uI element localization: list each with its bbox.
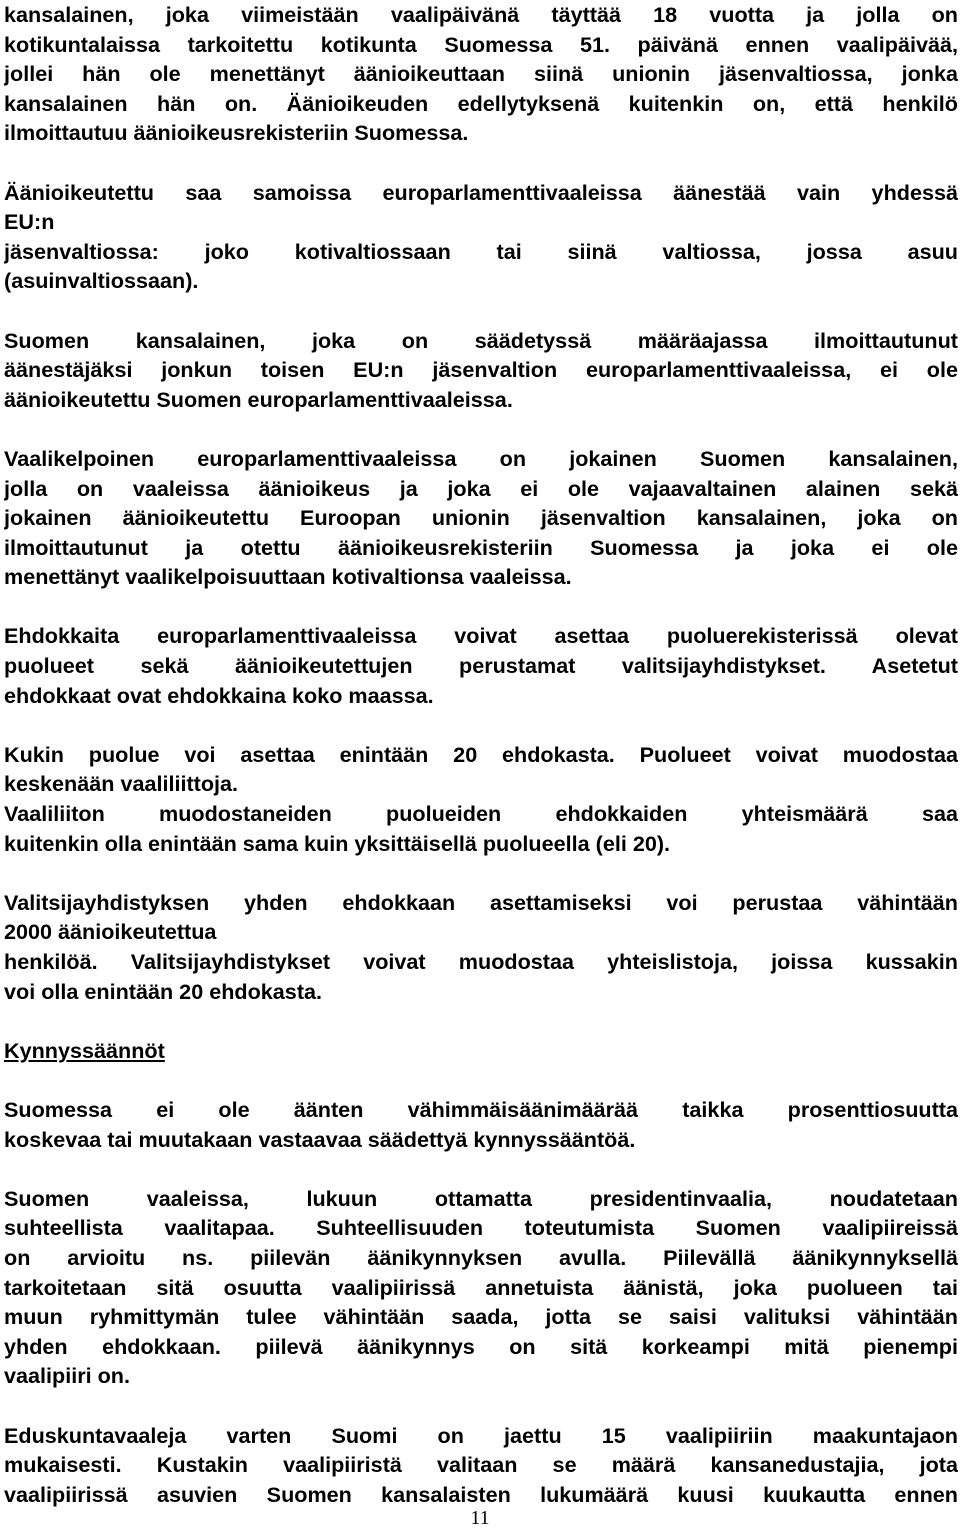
paragraph-line: Valitsijayhdistyksen yhden ehdokkaan asettamiseksi voi perustaa vähintään [4,889,958,915]
paragraph-line: menettänyt vaalikelpoisuuttaan kotivaltionsa vaaleissa. [4,564,572,590]
paragraph-line: vaalipiiri on. [4,1363,130,1389]
paragraph [4,0,958,148]
paragraph-line: muun ryhmittymän tulee vähintään saada, jotta se saisi valituksi vähintään [4,1304,958,1330]
paragraph-line: ehdokkaat ovat ehdokkaina koko maassa. [4,682,434,708]
paragraph-line: (asuinvaltiossaan). [4,268,199,294]
paragraph-spacer [4,1391,958,1421]
heading-text: Kynnyssäännöt [4,1037,165,1063]
paragraph-line: puolueet sekä äänioikeutettujen perustamat valitsijayhdistykset. Asetetut [4,653,958,679]
paragraph-line: äänestäjäksi jonkun toisen EU:n jäsenvaltion europarlamenttivaaleissa, ei ole [4,357,958,383]
paragraph-line: Suomen kansalainen, joka on säädetyssä määräajassa ilmoittautunut [4,327,958,353]
paragraph [4,178,958,296]
paragraph-line: EU:n [4,209,55,235]
paragraph-spacer [4,296,958,326]
paragraph-line: Kukin puolue voi asettaa enintään 20 ehdokasta. Puolueet voivat muodostaa [4,741,958,767]
paragraph-line: jäsenvaltiossa: joko kotivaltiossaan tai siinä valtiossa, jossa asuu [4,238,958,264]
paragraph-line: Eduskuntavaaleja varten Suomi on jaettu 15 vaalipiiriin maakuntajaon [4,1422,958,1448]
paragraph-line: ilmoittautunut ja otettu äänioikeusrekisteriin Suomessa ja joka ei ole [4,534,958,560]
paragraph-line: ilmoittautuu äänioikeusrekisteriin Suomessa. [4,120,469,146]
paragraph-line: on arvioitu ns. piilevän äänikynnyksen avulla. Piilevällä äänikynnyksellä [4,1244,958,1270]
paragraph-spacer [4,710,958,740]
document-page [4,0,958,1509]
paragraph-spacer [4,592,958,622]
paragraph [4,1095,958,1154]
paragraph-line: vaalipiirissä asuvien Suomen kansalaisten lukumäärä kuusi kuukautta ennen [4,1481,958,1507]
paragraph-line: keskenään vaaliliittoja. [4,771,239,797]
paragraph-line: äänioikeutettu Suomen europarlamenttivaaleissa. [4,386,513,412]
paragraph-line: kansalainen hän on. Äänioikeuden edellytyksenä kuitenkin on, että henkilö [4,90,958,116]
paragraph [4,326,958,415]
paragraph [4,1421,958,1510]
paragraph-line: 2000 äänioikeutettua [4,919,217,945]
paragraph-spacer [4,414,958,444]
paragraph-line: Suomen vaaleissa, lukuun ottamatta presidentinvaalia, noudatetaan [4,1185,958,1211]
paragraph [4,888,958,1006]
paragraph-spacer [4,148,958,178]
paragraph-line: tarkoitetaan sitä osuutta vaalipiirissä annetuista äänistä, joka puolueen tai [4,1274,958,1300]
page-number: 11 [470,1507,490,1529]
paragraph-line: yhden ehdokkaan. piilevä äänikynnys on sitä korkeampi mitä pienempi [4,1333,958,1359]
paragraph-spacer [4,1065,958,1095]
section-heading [4,1036,958,1066]
paragraph-spacer [4,1154,958,1184]
paragraph-line: suhteellista vaalitapaa. Suhteellisuuden toteutumista Suomen vaalipiireissä [4,1215,958,1241]
paragraph-line: jokainen äänioikeutettu Euroopan unionin jäsenvaltion kansalainen, joka on [4,505,958,531]
paragraph-line: Vaalikelpoinen europarlamenttivaaleissa on jokainen Suomen kansalainen, [4,445,958,471]
paragraph-spacer [4,858,958,888]
paragraph-line: Ehdokkaita europarlamenttivaaleissa voivat asettaa puoluerekisterissä olevat [4,623,958,649]
paragraph [4,1184,958,1391]
paragraph-line: jollei hän ole menettänyt äänioikeuttaan siinä unionin jäsenvaltiossa, jonka [4,61,958,87]
paragraph [4,621,958,710]
paragraph-line: Vaaliliiton muodostaneiden puolueiden ehdokkaiden yhteismäärä saa [4,801,958,827]
paragraph [4,444,958,592]
paragraph-line: Äänioikeutettu saa samoissa europarlamenttivaaleissa äänestää vain yhdessä [4,179,958,205]
paragraph-line: henkilöä. Valitsijayhdistykset voivat muodostaa yhteislistoja, joissa kussakin [4,949,958,974]
paragraph-line: koskevaa tai muutakaan vastaavaa säädettyä kynnyssääntöä. [4,1126,636,1152]
paragraph [4,740,958,858]
paragraph-line: kotikuntalaissa tarkoitettu kotikunta Suomessa 51. päivänä ennen vaalipäivää, [4,31,958,57]
paragraph-line: mukaisesti. Kustakin vaalipiiristä valitaan se määrä kansanedustajia, jota [4,1452,958,1478]
paragraph-line: jolla on vaaleissa äänioikeus ja joka ei ole vajaavaltainen alainen sekä [4,475,958,501]
paragraph-line: Suomessa ei ole äänten vähimmäisäänimäärää taikka prosenttiosuutta [4,1096,958,1122]
paragraph-line: kansalainen, joka viimeistään vaalipäivänä täyttää 18 vuotta ja jolla on [4,2,958,27]
paragraph-spacer [4,1006,958,1036]
paragraph-line: voi olla enintään 20 ehdokasta. [4,978,323,1004]
paragraph-line: kuitenkin olla enintään sama kuin yksittäisellä puolueella (eli 20). [4,830,671,856]
